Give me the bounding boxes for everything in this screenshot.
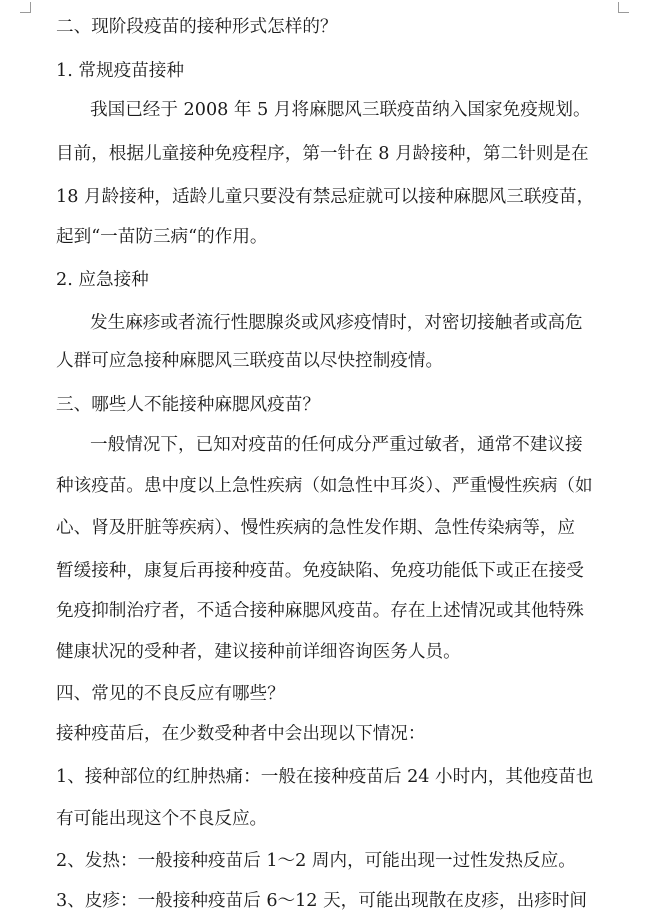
subheading-routine-vaccination: 1. 常规疫苗接种: [56, 61, 184, 81]
list-item-1-continued: 有可能出现这个不良反应。: [56, 809, 268, 829]
heading-3: 三、哪些人不能接种麻腮风疫苗？: [56, 395, 320, 415]
paragraph-line: 种该疫苗。患中度以上急性疾病（如急性中耳炎）、严重慢性疾病（如: [56, 476, 593, 496]
paragraph-line: 健康状况的受种者，建议接种前详细咨询医务人员。: [56, 642, 461, 662]
paragraph-line: 起到“一苗防三病“的作用。: [56, 227, 268, 247]
paragraph-line: 心、肾及肝脏等疾病）、慢性疾病的急性发作期、急性传染病等，应: [56, 518, 576, 538]
list-item-3: 3、皮疹：一般接种疫苗后 6～12 天，可能出现散在皮疹，出疹时间: [56, 891, 587, 911]
paragraph-line: 免疫抑制治疗者，不适合接种麻腮风疫苗。存在上述情况或其他特殊: [56, 601, 584, 621]
paragraph-line: 接种疫苗后，在少数受种者中会出现以下情况：: [56, 724, 426, 744]
paragraph-line: 一般情况下，已知对疫苗的任何成分严重过敏者，通常不建议接: [90, 435, 583, 455]
page-corner-mark-left: [20, 2, 31, 13]
paragraph-line: 暂缓接种，康复后再接种疫苗。免疫缺陷、免疫功能低下或正在接受: [56, 561, 584, 581]
list-item-2: 2、发热：一般接种疫苗后 1～2 周内，可能出现一过性发热反应。: [56, 851, 576, 871]
list-item-1: 1、接种部位的红肿热痛：一般在接种疫苗后 24 小时内，其他疫苗也: [56, 767, 594, 787]
paragraph-line: 目前，根据儿童接种免疫程序，第一针在 8 月龄接种，第二针则是在: [56, 144, 589, 164]
heading-2: 二、现阶段疫苗的接种形式怎样的？: [56, 17, 338, 37]
subheading-emergency-vaccination: 2. 应急接种: [56, 270, 149, 290]
paragraph-line: 发生麻疹或者流行性腮腺炎或风疹疫情时，对密切接触者或高危: [90, 313, 583, 333]
paragraph-line: 人群可应急接种麻腮风三联疫苗以尽快控制疫情。: [56, 351, 444, 371]
page-corner-mark-right: [618, 2, 629, 13]
paragraph-line: 我国已经于 2008 年 5 月将麻腮风三联疫苗纳入国家免疫规划。: [90, 100, 591, 120]
paragraph-line: 18 月龄接种，适龄儿童只要没有禁忌症就可以接种麻腮风三联疫苗，: [56, 187, 595, 207]
heading-4: 四、常见的不良反应有哪些？: [56, 684, 285, 704]
